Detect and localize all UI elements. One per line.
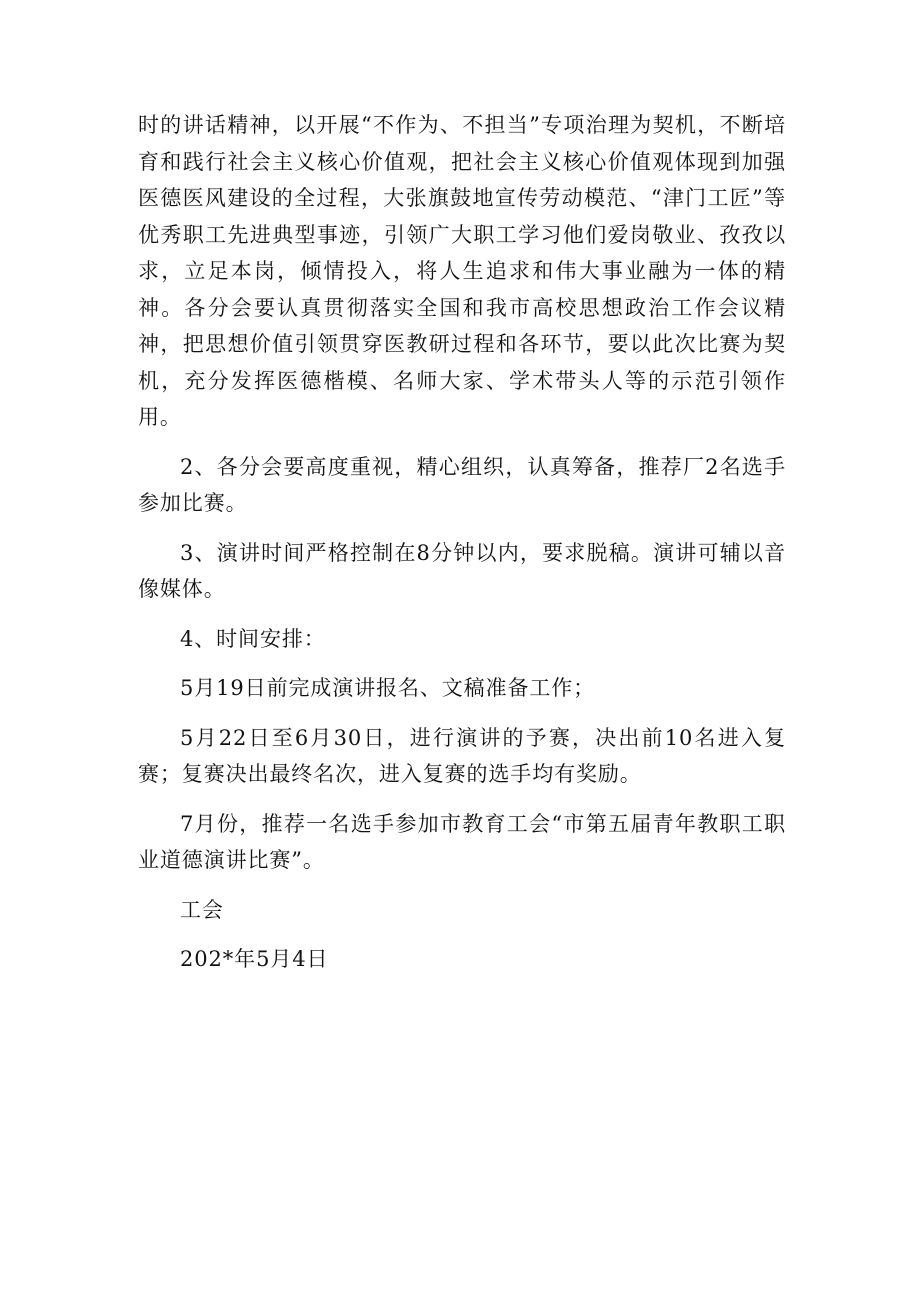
schedule-line-2: 5月22日至6月30日，进行演讲的予赛，决出前10名进入复赛；复赛决出最终名次，进入复赛的选手均有奖励。 xyxy=(138,725,786,786)
paragraph-item-2: 2、各分会要高度重视，精心组织，认真筹备，推荐厂2名选手参加比赛。 xyxy=(138,454,786,515)
paragraph-item-3: 3、演讲时间严格控制在8分钟以内，要求脱稿。演讲可辅以音像媒体。 xyxy=(138,540,786,601)
schedule-line-3: 7月份，推荐一名选手参加市教育工会“市第五届青年教职工职业道德演讲比赛”。 xyxy=(138,811,786,872)
document-body xyxy=(138,107,786,978)
signature-date: 202*年5月4日 xyxy=(180,947,329,971)
schedule-line-1: 5月19日前完成演讲报名、文稿准备工作； xyxy=(180,676,596,700)
signature-org: 工会 xyxy=(180,897,224,922)
paragraph-continuation: 时的讲话精神，以开展“不作为、不担当”专项治理为契机，不断培育和践行社会主义核心价值观，把社会主义核心价值观体现到加强医德医风建设的全过程，大张旗鼓地宣传劳动模范、“津门工匠”等优秀职工先进典型事迹，引领广大职工学习他们爱岗敬业、孜孜以求，立足本岗，倾情投入，将人生追求和伟大事业融为一体的精神。各分会要认真贯彻落实全国和我市高校思想政治工作会议精神，把思想价值引领贯穿医教研过程和各环节，要以此次比赛为契机，充分发挥医德楷模、名师大家、学术带头人等的示范引领作用。 xyxy=(138,113,786,429)
paragraph-item-4: 4、时间安排： xyxy=(180,626,326,651)
